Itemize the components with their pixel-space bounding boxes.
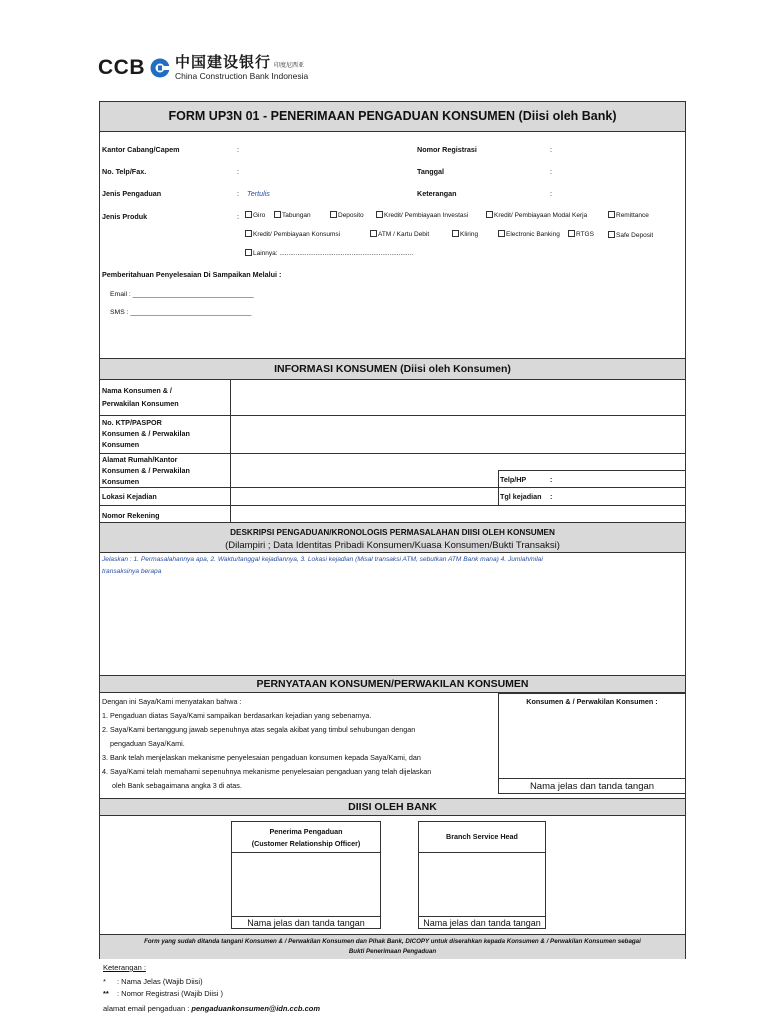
checkbox-icon — [608, 231, 615, 238]
caption-left: Nama jelas dan tanda tangan — [247, 918, 365, 928]
notes-title: Keterangan : — [103, 963, 146, 972]
checkbox-icon — [370, 230, 377, 237]
checkbox-icon — [274, 211, 281, 218]
email-field[interactable]: Email : ________________________________ — [110, 291, 254, 298]
checkbox-remittance[interactable]: Remittance — [608, 211, 649, 219]
checkbox-rtgs[interactable]: RTGS — [568, 230, 594, 238]
telp-hp-label: Telp/HP — [500, 475, 527, 484]
email-note: alamat email pengaduan : pengaduankonsumen@idn.ccb.com — [103, 1004, 320, 1013]
deskripsi-hint-1: Jelaskan : 1. Permasalahannya apa, 2. Waktu/tanggal kejadiannya, 3. Lokasi kejadian (Misal transaksi ATM, sebutkan ATM Bank mana) 4. Jumlah/nilai — [102, 556, 543, 563]
complaint-email-link[interactable]: pengaduankonsumen@idn.ccb.com — [191, 1004, 320, 1013]
header-line — [232, 852, 381, 853]
signer-caption: Nama jelas dan tanda tangan — [529, 781, 655, 792]
colon: : — [550, 475, 553, 484]
col-line — [498, 470, 499, 505]
row-line — [100, 415, 686, 416]
checkbox-kliring[interactable]: Kliring — [452, 230, 478, 238]
checkbox-atm[interactable]: ATM / Kartu Debit — [370, 230, 429, 238]
colon: : — [237, 212, 239, 221]
logo-text: CCB — [98, 56, 145, 79]
checkbox-tabungan[interactable]: Tabungan — [274, 211, 311, 219]
note-text-2: : Nomor Registrasi (Wajib Diisi ) — [117, 989, 223, 998]
kantor-label: Kantor Cabang/Capem — [102, 145, 180, 154]
checkbox-icon — [330, 211, 337, 218]
checkbox-kredit-modal-kerja[interactable]: Kredit/ Pembiayaan Modal Kerja — [486, 211, 587, 219]
penerima-title: Penerima Pengaduan (Customer Relationship Officer) — [251, 827, 361, 848]
deskripsi-hint-2: transaksinya berapa — [102, 568, 162, 575]
jenis-produk-label: Jenis Produk — [102, 212, 148, 221]
bank-signing-title: DIISI OLEH BANK — [100, 798, 685, 816]
checkbox-kredit-konsumsi[interactable]: Kredit/ Pembiayaan Konsumsi — [245, 230, 340, 238]
pernyataan-item-2b: pengaduan Saya/Kami. — [110, 739, 185, 748]
tgl-label: Tgl kejadian — [500, 492, 542, 501]
ktp-label: No. KTP/PASPOR Konsumen & / Perwakilan Konsumen — [102, 418, 190, 449]
english-bank-name: China Construction Bank Indonesia — [175, 70, 309, 81]
checkbox-giro[interactable]: Giro — [245, 211, 265, 219]
colon: : — [237, 167, 239, 176]
checkbox-icon — [245, 249, 252, 256]
bank-logo — [98, 50, 308, 86]
header-line — [419, 852, 546, 853]
checkbox-icon — [486, 211, 493, 218]
pernyataan-item-4b: oleh Bank sebagaimana angka 3 di atas. — [112, 781, 242, 790]
jenis-pengaduan-label: Jenis Pengaduan — [102, 189, 162, 198]
deskripsi-section-title: DESKRIPSI PENGADUAN/KRONOLOGIS PERMASALAHAN DIISI OLEH KONSUMEN (Dilampiri ; Data Identitas Pribadi Konsumen/Kuasa Konsumen/Bukti Transaksi) — [100, 522, 685, 553]
keterangan-label: Keterangan — [417, 189, 457, 198]
row-line — [100, 505, 686, 506]
checkbox-deposito[interactable]: Deposito — [330, 211, 364, 219]
signer-title: Konsumen & / Perwakilan Konsumen : — [526, 697, 658, 706]
note-mark-2: ** — [103, 989, 109, 998]
nomor-registrasi-label: Nomor Registrasi — [417, 145, 477, 154]
konsumen-signature-box[interactable] — [498, 693, 686, 794]
ccb-logo-icon — [149, 57, 171, 79]
checkbox-icon — [452, 230, 459, 237]
colon: : — [550, 492, 553, 501]
checkbox-safe-deposit[interactable]: Safe Deposit — [608, 231, 653, 239]
checkbox-icon — [245, 211, 252, 218]
sms-field[interactable]: SMS : ________________________________ — [110, 309, 252, 316]
chinese-country: 印度尼西亚 — [274, 63, 305, 70]
pernyataan-item-4: 4. Saya/Kami telah memahami sepenuhnya mekanisme penyelesaian pengaduan yang telah dijelaskan — [102, 767, 432, 776]
pernyataan-section-title: PERNYATAAN KONSUMEN/PERWAKILAN KONSUMEN — [100, 675, 685, 693]
nama-label: Nama Konsumen & / Perwakilan Konsumen — [102, 386, 179, 408]
checkbox-icon — [498, 230, 505, 237]
pernyataan-item-1: 1. Pengaduan diatas Saya/Kami sampaikan berdasarkan kejadian yang sebenarnya. — [102, 711, 372, 720]
form-title: FORM UP3N 01 - PENERIMAAN PENGADUAN KONSUMEN (Diisi oleh Bank) — [100, 102, 685, 132]
pernyataan-item-2: 2. Saya/Kami bertanggung jawab sepenuhnya atas segala akibat yang timbul sehubungan dengan — [102, 725, 416, 734]
info-section-title: INFORMASI KONSUMEN (Diisi oleh Konsumen) — [100, 358, 685, 380]
row-line — [498, 470, 686, 471]
info-divider — [230, 380, 231, 523]
colon: : — [237, 145, 239, 154]
rekening-label: Nomor Rekening — [102, 511, 160, 520]
chinese-bank-name: 中国建设银行 — [175, 53, 272, 72]
telp-label: No. Telp/Fax. — [102, 167, 147, 176]
complaint-form — [99, 101, 686, 959]
checkbox-electronic-banking[interactable]: Electronic Banking — [498, 230, 560, 238]
checkbox-lainnya[interactable]: Lainnya: .......................................................................... — [245, 249, 413, 257]
signature-line — [499, 778, 686, 779]
caption-right: Nama jelas dan tanda tangan — [423, 918, 541, 928]
colon: : — [550, 145, 552, 154]
lokasi-label: Lokasi Kejadian — [102, 492, 157, 501]
colon: : — [237, 189, 239, 198]
pernyataan-intro: Dengan ini Saya/Kami menyatakan bahwa : — [102, 697, 242, 706]
colon: : — [550, 189, 552, 198]
colon: : — [550, 167, 552, 176]
checkbox-icon — [568, 230, 575, 237]
note-mark-1: * — [103, 977, 106, 986]
tanggal-label: Tanggal — [417, 167, 445, 176]
signature-line — [232, 916, 381, 917]
pernyataan-item-3: 3. Bank telah menjelaskan mekanisme penyelesaian pengaduan konsumen kepada Saya/Kami, dan — [102, 753, 421, 762]
branch-head-signature-box[interactable] — [418, 821, 546, 929]
row-line — [100, 487, 686, 488]
signature-line — [419, 916, 546, 917]
checkbox-icon — [376, 211, 383, 218]
note-text-1: : Nama Jelas (Wajib Diisi) — [117, 977, 203, 986]
checkbox-icon — [245, 230, 252, 237]
alamat-label: Alamat Rumah/Kantor Konsumen & / Perwakilan Konsumen — [102, 455, 190, 486]
checkbox-icon — [608, 211, 615, 218]
pemberitahuan-label: Pemberitahuan Penyelesaian Di Sampaikan Melalui : — [102, 270, 282, 279]
checkbox-kredit-investasi[interactable]: Kredit/ Pembiayaan Investasi — [376, 211, 468, 219]
penerima-signature-box[interactable] — [231, 821, 381, 929]
jenis-pengaduan-value: Tertulis — [247, 189, 270, 198]
branch-head-title: Branch Service Head — [446, 832, 518, 841]
footer-note: Form yang sudah ditanda tangani Konsumen & / Perwakilan Konsumen dan Pihak Bank, DICOPY untuk diserahkan kepada Konsumen & / Perwakilan Konsumen sebagai Bukti Penerimaan Pengaduan — [100, 934, 685, 959]
